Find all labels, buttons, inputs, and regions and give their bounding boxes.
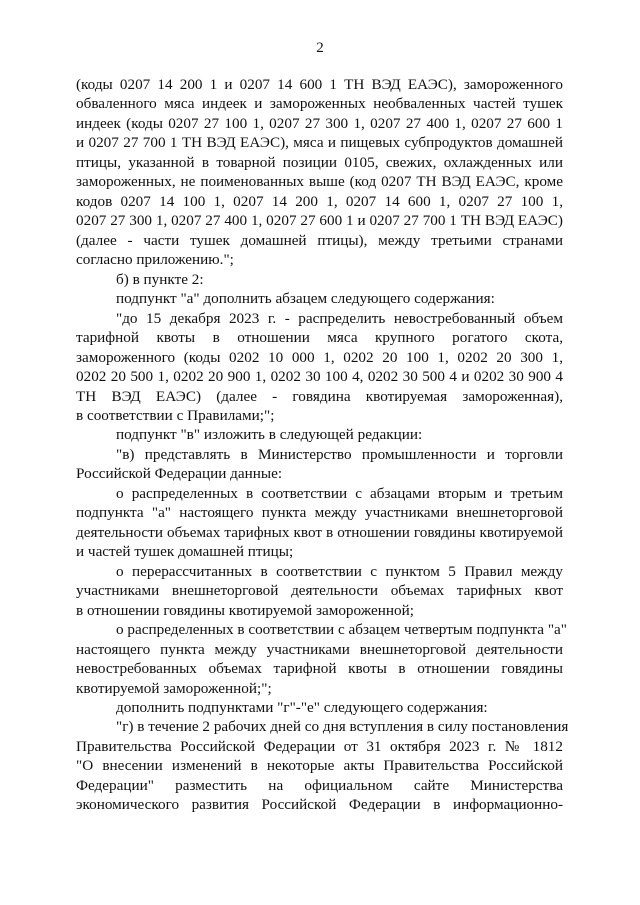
text-line: "в) представлять в Министерство промышленности и торговли — [116, 445, 563, 463]
text-line: о распределенных в соответствии с абзацем четвертым подпункта "а" — [116, 621, 567, 639]
text-line: ТН ВЭД ЕАЭС) (далее - говядина квотируемая замороженная), — [76, 387, 563, 405]
text-line: птицы, указанной в товарной позиции 0105, свежих, охлажденных или — [76, 153, 563, 171]
text-line: подпункта "а" настоящего пункта между участниками внешнеторговой — [76, 504, 563, 522]
text-line: Российской Федерации данные: — [76, 465, 283, 483]
text-line: Правительства Российской Федерации от 31 октября 2023 г. № 1812 — [76, 737, 563, 755]
text-line: участниками внешнеторговой деятельности объемах тарифных квот — [76, 582, 563, 600]
text-line: дополнить подпунктами "г"-"е" следующего содержания: — [116, 699, 488, 716]
text-line: 0207 27 300 1, 0207 27 400 1, 0207 27 600 1 и 0207 27 700 1 ТН ВЭД ЕАЭС) — [76, 212, 563, 230]
text-line: "О внесении изменений в некоторые акты Правительства Российской — [76, 757, 563, 775]
text-line: индеек (коды 0207 27 100 1, 0207 27 300 1, 0207 27 400 1, 0207 27 600 1 — [76, 114, 563, 132]
text-line: и частей тушек домашней птицы; — [76, 543, 294, 561]
text-line: замороженных, не поименованных выше (код 0207 ТН ВЭД ЕАЭС, кроме — [76, 173, 563, 191]
document-body — [76, 75, 569, 815]
text-line: кодов 0207 14 100 1, 0207 14 200 1, 0207 14 600 1, 0207 27 100 1, — [76, 192, 563, 210]
text-line: в соответствии с Правилами;"; — [76, 406, 275, 424]
text-line: в отношении говядины квотируемой замороженной; — [76, 601, 414, 619]
text-line: квотируемой замороженной;"; — [76, 679, 272, 697]
text-line: обваленного мяса индеек и замороженных необваленных частей тушек — [76, 95, 563, 113]
text-line: подпункт "в" изложить в следующей редакции: — [116, 426, 423, 444]
text-line: о перерассчитанных в соответствии с пунктом 5 Правил между — [116, 562, 563, 580]
text-line: невостребованных объемах тарифной квоты в отношении говядины — [76, 660, 563, 678]
text-line: "до 15 декабря 2023 г. - распределить невостребованный объем — [116, 309, 563, 327]
text-line: 0202 20 500 1, 0202 20 900 1, 0202 30 100 4, 0202 30 500 4 и 0202 30 900 4 — [76, 368, 563, 386]
page-number: 2 — [316, 40, 324, 56]
text-line: Федерации" разместить на официальном сайте Министерства — [76, 776, 563, 794]
text-line: б) в пункте 2: — [116, 270, 204, 288]
text-line: и 0207 27 700 1 ТН ВЭД ЕАЭС), мяса и пищевых субпродуктов домашней — [76, 134, 563, 152]
text-line: (коды 0207 14 200 1 и 0207 14 600 1 ТН ВЭД ЕАЭС), замороженного — [76, 76, 563, 93]
text-line: о распределенных в соответствии с абзацами вторым и третьим — [116, 484, 563, 502]
text-line: "г) в течение 2 рабочих дней со дня вступления в силу постановления — [116, 718, 569, 736]
text-line: деятельности объемах тарифных квот в отношении говядины квотируемой — [76, 523, 563, 541]
text-line: (далее - части тушек домашней птицы), между третьими странами — [76, 231, 563, 249]
text-line: настоящего пункта между участниками внешнеторговой деятельности — [76, 640, 563, 658]
text-line: экономического развития Российской Федерации в информационно- — [76, 796, 563, 814]
text-line: тарифной квоты в отношении мяса крупного рогатого скота, — [76, 329, 563, 347]
text-line: согласно приложению."; — [76, 251, 234, 269]
text-line: замороженного (коды 0202 10 000 1, 0202 20 100 1, 0202 20 300 1, — [76, 348, 563, 366]
text-line: подпункт "а" дополнить абзацем следующего содержания: — [116, 290, 495, 308]
